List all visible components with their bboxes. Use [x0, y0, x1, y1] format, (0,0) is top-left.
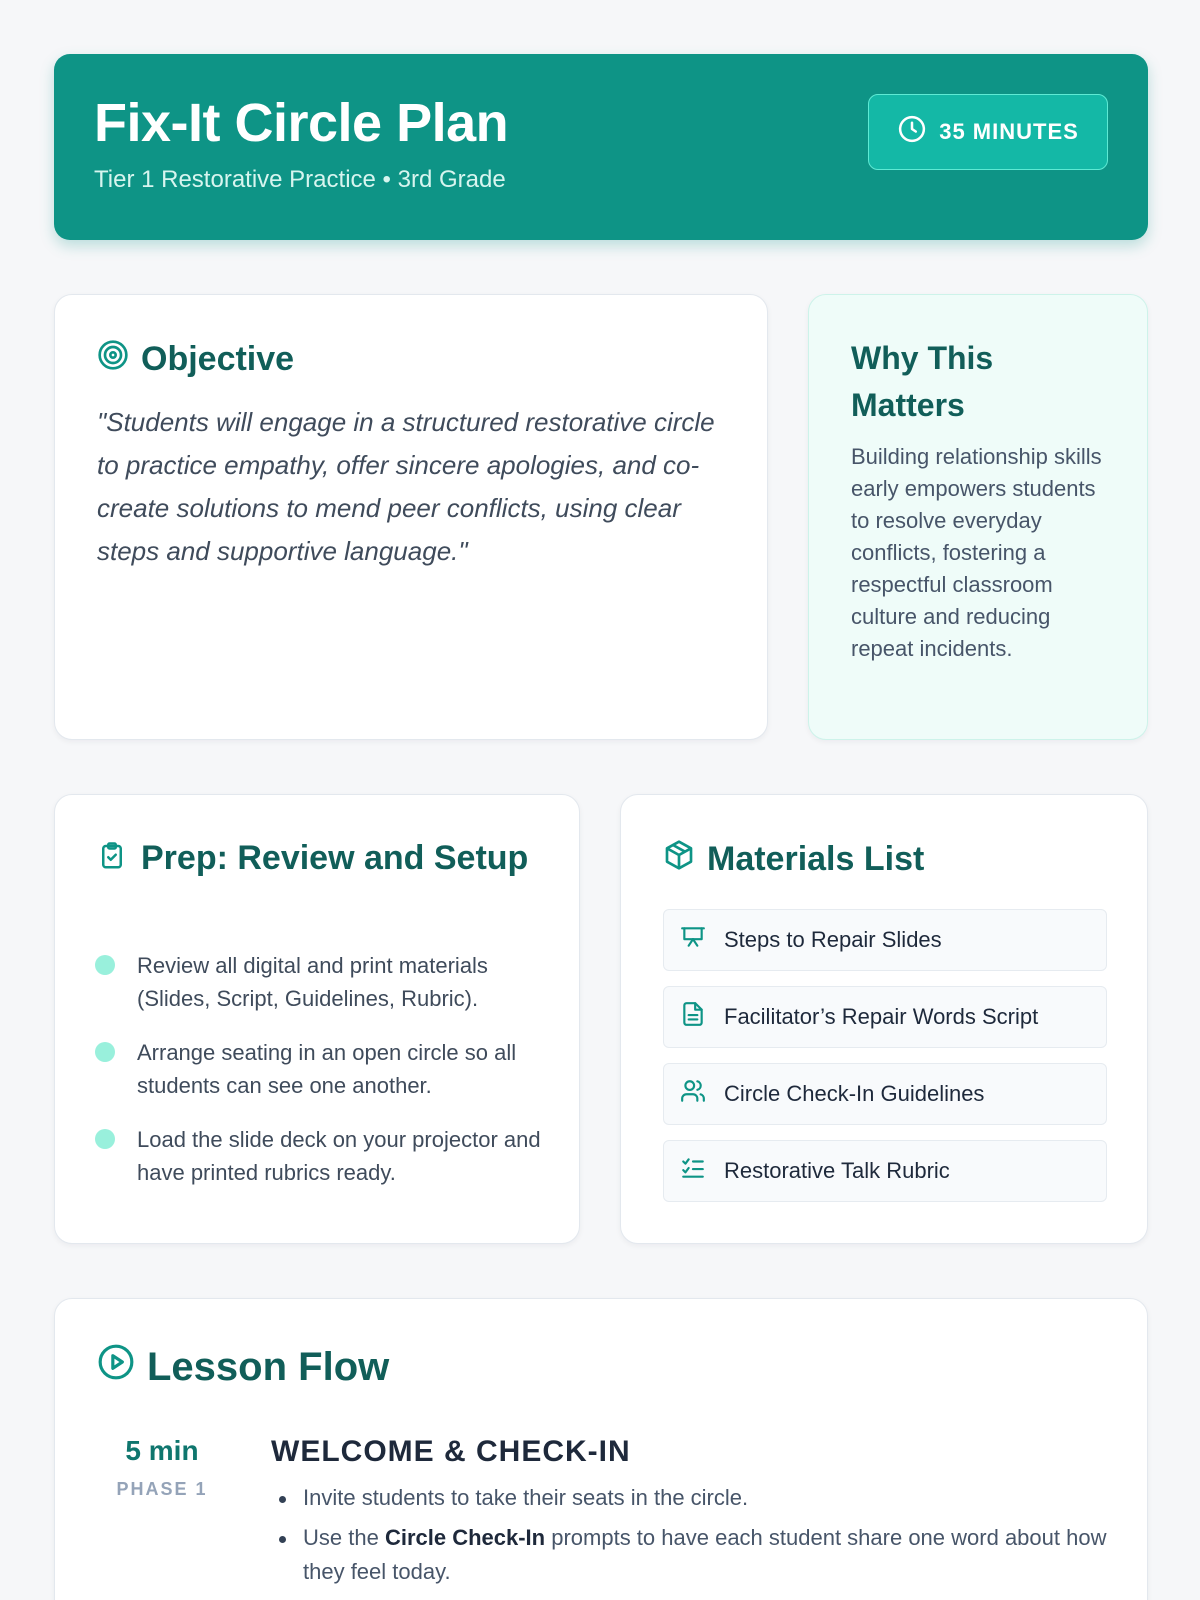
phase-bullet: Use the Circle Check-In prompts to have each student share one word about how they feel today. — [271, 1521, 1111, 1589]
phase-content — [271, 1435, 1111, 1595]
checklist-icon — [680, 1155, 706, 1187]
presentation-icon — [680, 924, 706, 956]
document-icon — [680, 1001, 706, 1033]
duration-badge — [868, 94, 1108, 170]
header-banner — [54, 54, 1148, 240]
bullet-dot — [95, 955, 115, 975]
lesson-flow-card — [54, 1298, 1148, 1600]
phase-bullet: Invite students to take their seats in the circle. — [271, 1481, 1111, 1515]
users-icon — [680, 1078, 706, 1110]
material-guidelines[interactable] — [663, 1063, 1107, 1125]
play-circle-icon — [97, 1343, 135, 1391]
material-label: Steps to Repair Slides — [724, 927, 942, 952]
clipboard-check-icon — [97, 841, 127, 876]
prep-heading — [97, 835, 537, 882]
page-subtitle: Tier 1 Restorative Practice • 3rd Grade — [94, 166, 506, 193]
why-body: Building relationship skills early empowers students to resolve everyday conflicts, fostering a respectful classroom culture and reducing repeat incidents. — [851, 444, 1102, 661]
duration-label: 35 MINUTES — [939, 119, 1079, 144]
objective-card — [54, 294, 768, 740]
phase-title: WELCOME & CHECK-IN — [271, 1435, 631, 1468]
materials-title: Materials List — [707, 840, 925, 878]
phase-bullets — [271, 1481, 1111, 1589]
prep-title: Prep: Review and Setup — [141, 839, 529, 877]
target-icon — [97, 339, 129, 380]
objective-quote: "Students will engage in a structured restorative circle to practice empathy, offer sincere apologies, and co-create solutions to mend peer conflicts, using clear steps and supportive language." — [97, 407, 715, 566]
materials-card — [620, 794, 1148, 1244]
material-script[interactable] — [663, 986, 1107, 1048]
prep-card — [54, 794, 580, 1244]
bullet-dot — [95, 1042, 115, 1062]
materials-list — [663, 909, 1107, 1217]
objective-heading — [97, 339, 294, 380]
phase-meta — [97, 1435, 227, 1500]
material-label: Circle Check-In Guidelines — [724, 1081, 985, 1106]
material-rubric[interactable] — [663, 1140, 1107, 1202]
circle-check-in-emphasis: Circle Check-In — [384, 1525, 546, 1550]
material-label: Restorative Talk Rubric — [724, 1158, 950, 1183]
phase-label: PHASE 1 — [116, 1479, 208, 1499]
lesson-flow-heading — [97, 1343, 389, 1391]
prep-item: Review all digital and print materials (Slides, Script, Guidelines, Rubric). — [95, 949, 545, 1015]
bullet-dot — [95, 1129, 115, 1149]
prep-list — [95, 949, 545, 1210]
materials-heading — [663, 839, 924, 880]
lesson-flow-title: Lesson Flow — [147, 1344, 390, 1389]
why-card — [808, 294, 1148, 740]
phase-duration: 5 min — [125, 1435, 199, 1466]
prep-item: Load the slide deck on your projector and have printed rubrics ready. — [95, 1123, 545, 1189]
box-icon — [663, 839, 695, 880]
prep-item: Arrange seating in an open circle so all students can see one another. — [95, 1036, 545, 1102]
material-slides[interactable] — [663, 909, 1107, 971]
objective-title: Objective — [141, 340, 295, 378]
clock-icon — [897, 114, 927, 150]
material-label: Facilitator’s Repair Words Script — [724, 1004, 1039, 1029]
why-title: Why This Matters — [851, 340, 994, 423]
page-title: Fix-It Circle Plan — [94, 93, 509, 153]
